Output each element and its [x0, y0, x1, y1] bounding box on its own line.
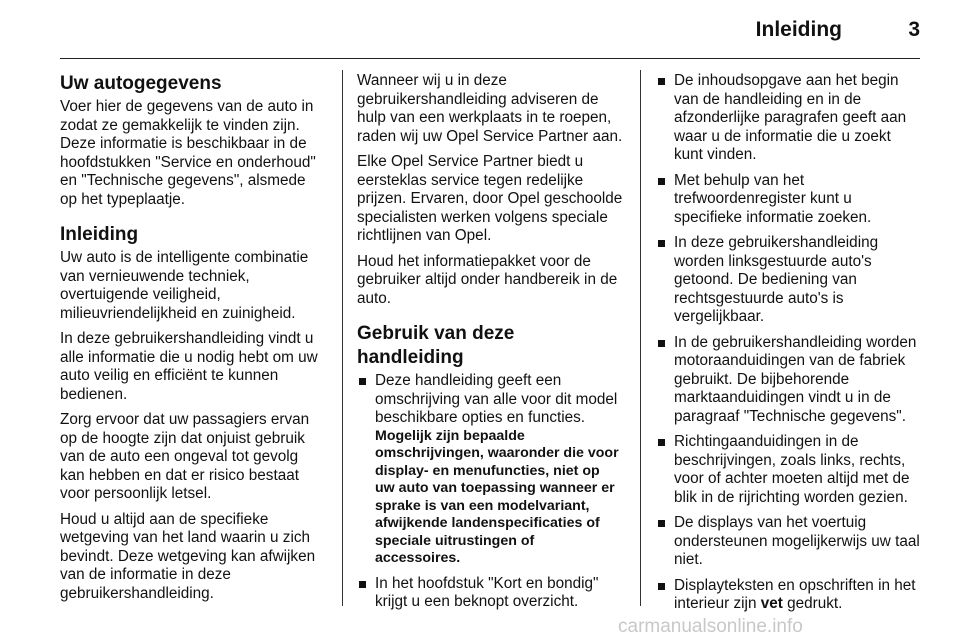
- list-item: Met behulp van het trefwoordenregister kunt u specifieke informatie zoeken.: [656, 172, 922, 228]
- paragraph: Voer hier de gegevens van de auto in zodat ze gemakkelijk te vinden zijn. Deze informatie is beschikbaar in de hoofdstukken "Service en onderhoud" en "Technische gegevens", alsmede op het typeplaatje.: [60, 98, 316, 208]
- list-item: [656, 577, 922, 614]
- paragraph: Houd het informatiepakket voor de gebruiker altijd onder handbereik in de auto.: [357, 252, 618, 307]
- column-3: [656, 72, 922, 621]
- heading-gebruik: Gebruik van deze handleiding: [357, 323, 515, 368]
- paragraph: In deze gebruikershandleiding vindt u alle informatie die u nodig hebt om uw auto veilig en efficiënt te kunnen bedienen.: [60, 330, 318, 403]
- list-item: In de gebruikershandleiding worden motoraanduidingen van de fabriek gebruikt. De bijbehorende marktaanduidingen vindt u in de paragraaf "Technische gegevens".: [656, 334, 922, 427]
- list-item-text: gedrukt.: [782, 595, 843, 612]
- column-1: [60, 72, 326, 610]
- watermark-text: carmanualsonline.info: [618, 616, 803, 637]
- column-divider-2: [640, 70, 641, 606]
- column-2: [357, 72, 623, 619]
- bold-word: vet: [760, 595, 783, 612]
- list-item-text: Displayteksten en opschriften in het interieur zijn: [674, 576, 916, 612]
- page-title: Inleiding: [755, 18, 842, 41]
- heading-autogegevens: Uw autogegevens: [60, 73, 222, 94]
- paragraph: Wanneer wij u in deze gebruikershandleiding adviseren de hulp van een werkplaats in te roepen, raden wij uw Opel Service Partner aan.: [357, 72, 623, 145]
- list-item: De displays van het voertuig ondersteunen mogelijkerwijs uw taal niet.: [656, 514, 922, 570]
- column-divider-1: [342, 70, 343, 606]
- list-item-text: Deze handleiding geeft een omschrijving van alle voor dit model beschikbare opties en functies.: [375, 372, 618, 426]
- list-item: Richtingaanduidingen in de beschrijvingen, zoals links, rechts, voor of achter moeten altijd met de blik in de rijrichting worden gezien.: [656, 433, 922, 507]
- paragraph: Zorg ervoor dat uw passagiers ervan op de hoogte zijn dat onjuist gebruik van de auto een ongeval tot gevolg kan hebben en dat er risico bestaat voor persoonlijk letsel.: [60, 411, 310, 502]
- list-item: De inhoudsopgave aan het begin van de handleiding en in de afzonderlijke paragrafen geeft aan waar u de informatie die u zoekt kunt vinden.: [656, 72, 922, 165]
- page-number: 3: [908, 18, 920, 41]
- list-item: In het hoofdstuk "Kort en bondig" krijgt u een beknopt overzicht.: [357, 575, 623, 612]
- paragraph: Elke Opel Service Partner biedt u eersteklas service tegen redelijke prijzen. Ervaren, door Opel geschoolde specialisten werken volgens speciale richtlijnen van Opel.: [357, 153, 623, 244]
- page-header: [0, 0, 960, 58]
- bullet-list: [656, 72, 922, 614]
- list-item: [357, 372, 623, 568]
- paragraph: Houd u altijd aan de specifieke wetgeving van het land waarin u zich bevindt. Deze wetgeving kan afwijken van de informatie in deze gebruikershandleiding.: [60, 510, 316, 602]
- header-divider: [60, 58, 920, 59]
- heading-inleiding: Inleiding: [60, 224, 139, 245]
- bullet-list: [357, 372, 623, 612]
- bold-note: Mogelijk zijn bepaalde omschrijvingen, waaronder die voor display- en menufuncties, niet op uw auto van toepassing wanneer er sprake is van een modelvariant, afwijkende landenspecificaties of speciale uitrustingen of accessoires.: [375, 427, 619, 566]
- list-item: In deze gebruikershandleiding worden linksgestuurde auto's getoond. De bediening van rechtsgestuurde auto's is vergelijkbaar.: [656, 234, 922, 327]
- paragraph: Uw auto is de intelligente combinatie van vernieuwende techniek, overtuigende veiligheid, milieuvriendelijkheid en zuinigheid.: [60, 249, 309, 322]
